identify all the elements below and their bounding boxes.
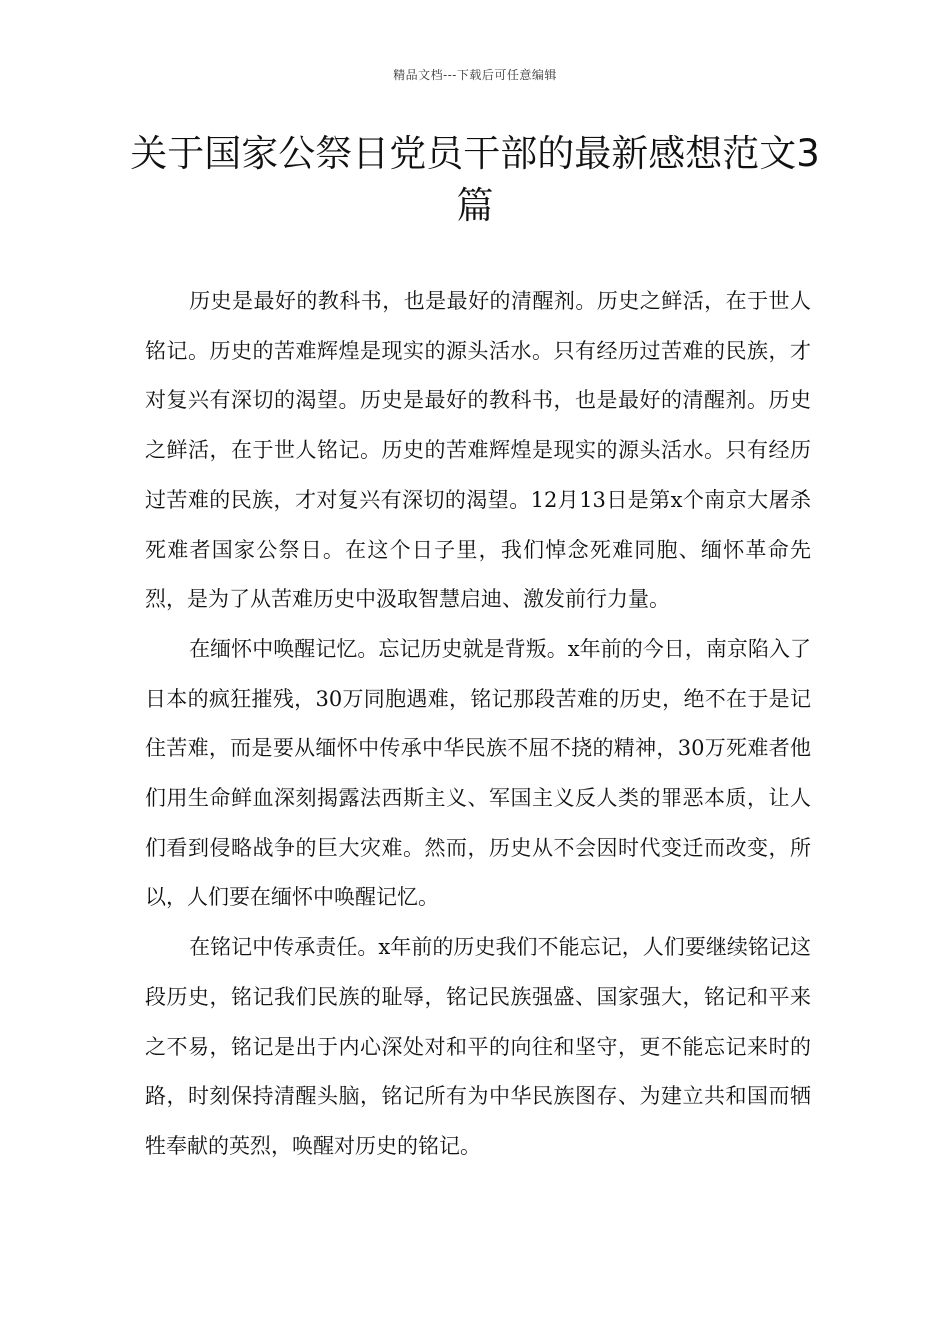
paragraph: 在铭记中传承责任。x年前的历史我们不能忘记，人们要继续铭记这段历史，铭记我们民族的耻辱，铭记民族强盛、国家强大，铭记和平来之不易，铭记是出于内心深处对和平的向往和坚守，更不能忘记来时的路，时刻保持清醒头脑，铭记所有为中华民族图存、为建立共和国而牺牲奉献的英烈，唤醒对历史的铭记。 [145, 935, 811, 1158]
document-title: 关于国家公祭日党员干部的最新感想范文3篇 [130, 132, 820, 227]
document-body [145, 277, 811, 1172]
paragraph: 在缅怀中唤醒记忆。忘记历史就是背叛。x年前的今日，南京陷入了日本的疯狂摧残，30万同胞遇难，铭记那段苦难的历史，绝不在于是记住苦难，而是要从缅怀中传承中华民族不屈不挠的精神，30万死难者他们用生命鲜血深刻揭露法西斯主义、军国主义反人类的罪恶本质，让人们看到侵略战争的巨大灾难。然而，历史从不会因时代变迁而改变，所以，人们要在缅怀中唤醒记忆。 [145, 636, 811, 910]
header-note: 精品文档---下载后可任意编辑 [393, 68, 557, 82]
paragraph: 历史是最好的教科书，也是最好的清醒剂。历史之鲜活，在于世人铭记。历史的苦难辉煌是现实的源头活水。只有经历过苦难的民族，才对复兴有深切的渴望。历史是最好的教科书，也是最好的清醒剂。历史之鲜活，在于世人铭记。历史的苦难辉煌是现实的源头活水。只有经历过苦难的民族，才对复兴有深切的渴望。12月13日是第x个南京大屠杀死难者国家公祭日。在这个日子里，我们悼念死难同胞、缅怀革命先烈，是为了从苦难历史中汲取智慧启迪、激发前行力量。 [145, 289, 811, 612]
